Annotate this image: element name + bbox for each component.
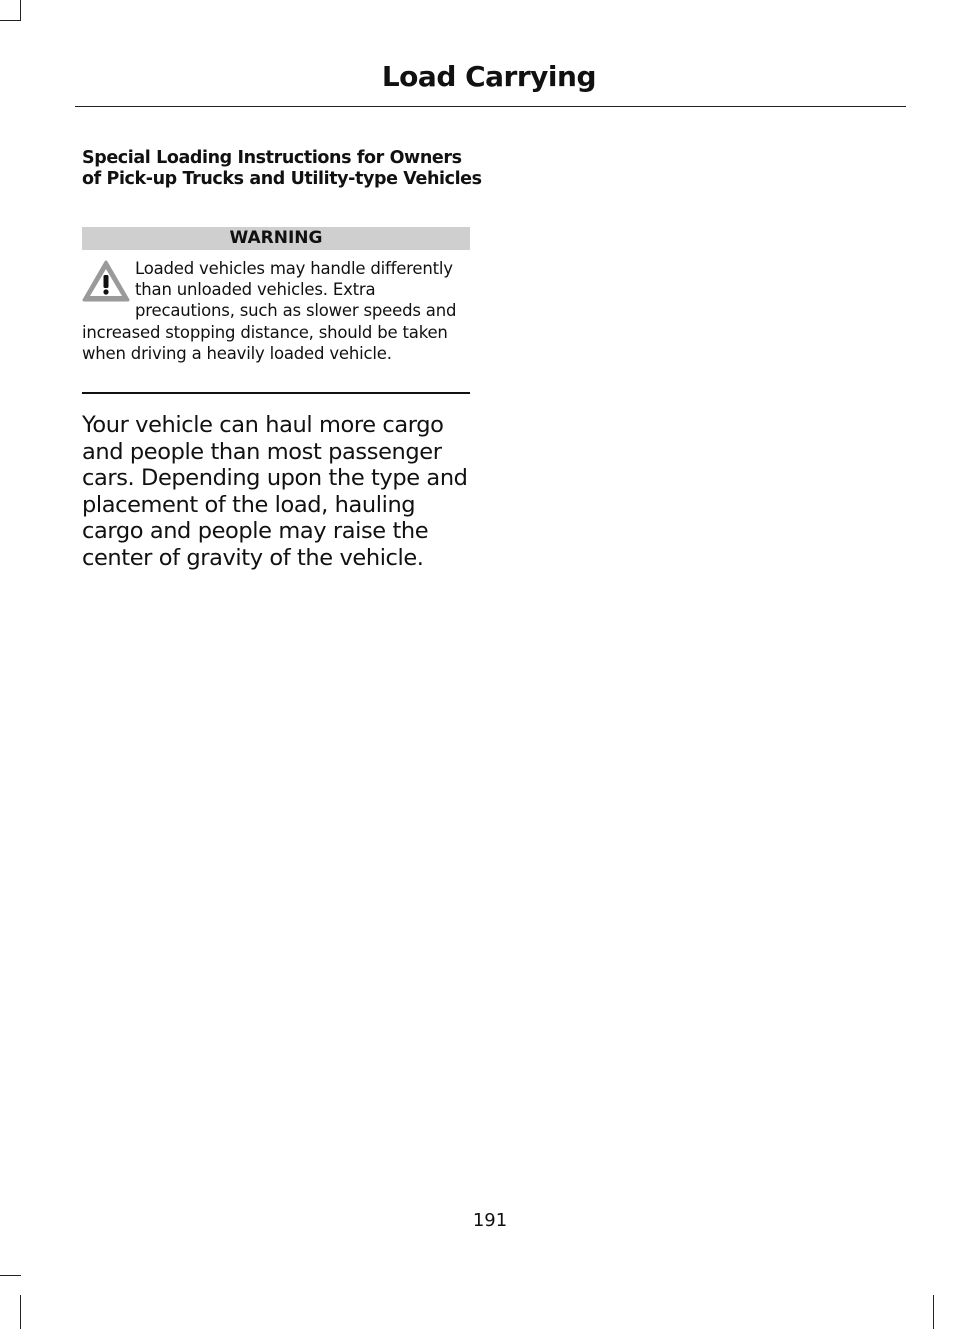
crop-mark-bottom-left-vertical xyxy=(20,1295,21,1329)
icon-spacer xyxy=(82,258,135,318)
page-number: 191 xyxy=(472,1210,508,1231)
body-paragraph: Your vehicle can haul more cargo and people than most passenger cars. Depending upon the type and placement of the load, hauling cargo and people may raise the center of gravity of the vehicle. xyxy=(82,412,468,571)
warning-text-block xyxy=(82,258,470,364)
warning-divider xyxy=(82,392,470,394)
crop-mark-bottom-left-horizontal xyxy=(0,1275,21,1276)
crop-mark-top-left-vertical xyxy=(20,0,21,20)
warning-label: WARNING xyxy=(229,228,323,248)
page-title: Load Carrying xyxy=(381,60,596,93)
title-divider xyxy=(75,106,906,107)
crop-mark-top-left-horizontal xyxy=(0,20,21,21)
warning-header-bar xyxy=(82,227,470,250)
warning-text: Loaded vehicles may handle differently than unloaded vehicles. Extra precautions, such as slower speeds and increased stopping distance, should be taken when driving a heavily loaded vehicle. xyxy=(82,259,457,363)
crop-mark-bottom-right-vertical xyxy=(933,1295,934,1329)
section-heading: Special Loading Instructions for Owners of Pick-up Trucks and Utility-type Vehicles xyxy=(82,148,482,189)
